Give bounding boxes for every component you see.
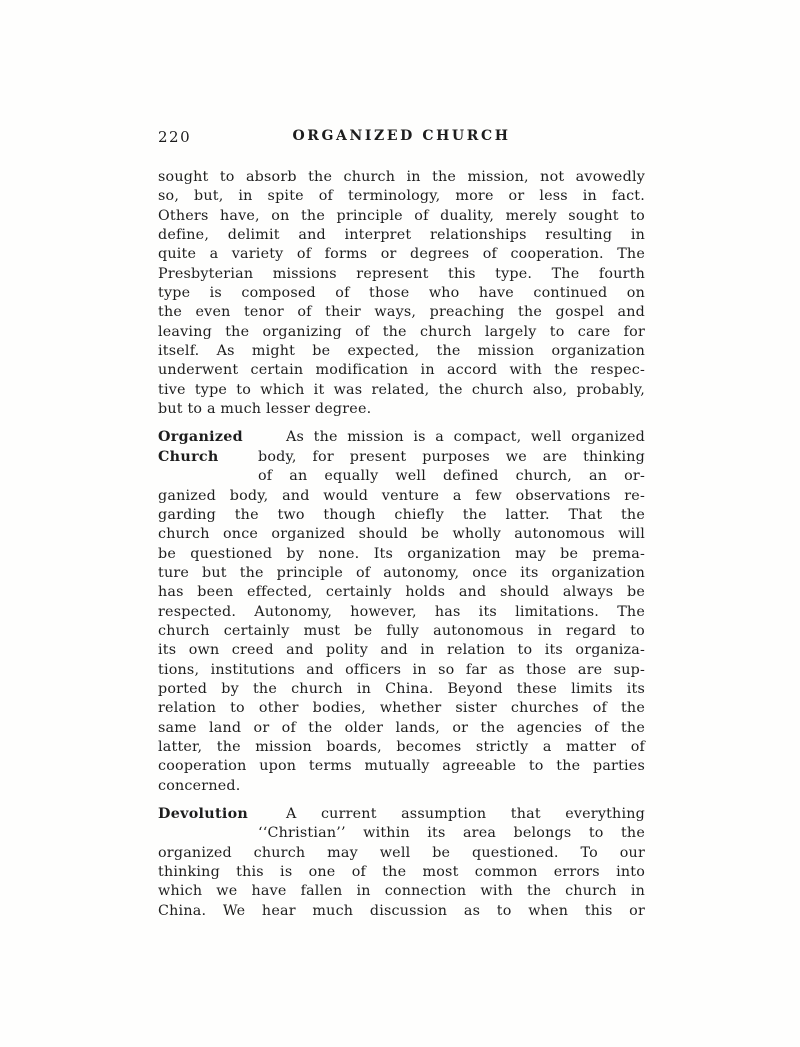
sidehead-label xyxy=(158,428,243,467)
text-line: tive type to which it was related, the church also, probably, xyxy=(158,381,645,398)
text-line: church certainly must be fully autonomous in regard to xyxy=(158,622,645,639)
text-line: latter, the mission boards, becomes strictly a matter of xyxy=(158,738,645,755)
text-line: define, delimit and interpret relationships resulting in xyxy=(158,227,645,244)
text-line: garding the two though chiefly the latter. That the xyxy=(158,506,645,523)
text-line: underwent certain modification in accord with the respec- xyxy=(158,362,645,379)
text-line: same land or of the older lands, or the agencies of the xyxy=(158,719,645,736)
text-line: organized church may well be questioned. To our xyxy=(158,844,645,861)
text-line: has been effected, certainly holds and should always be xyxy=(158,584,645,601)
text-line: thinking this is one of the most common errors into xyxy=(158,864,645,881)
body-text xyxy=(158,168,645,921)
page-number: 220 xyxy=(158,128,192,146)
text-line: ‘‘Christian’’ within its area belongs to the xyxy=(258,825,645,842)
sidehead-paragraph xyxy=(158,805,645,921)
text-line: China. We hear much discussion as to when this or xyxy=(158,902,645,919)
text-line: quite a variety of forms or degrees of cooperation. The xyxy=(158,246,645,263)
running-head-row xyxy=(158,128,645,148)
text-line: body, for present purposes we are thinking xyxy=(258,448,645,465)
sidehead-paragraph xyxy=(158,428,645,796)
sidehead-line: Organized xyxy=(158,429,243,446)
text-line: relation to other bodies, whether sister churches of the xyxy=(158,700,645,717)
text-line: church once organized should be wholly autonomous will xyxy=(158,526,645,543)
text-line: itself. As might be expected, the mission organization xyxy=(158,343,645,360)
text-line: ture but the principle of autonomy, once its organization xyxy=(158,564,645,581)
text-line: Others have, on the principle of duality, merely sought to xyxy=(158,207,645,224)
text-line: concerned. xyxy=(158,777,241,794)
text-line: leaving the organizing of the church largely to care for xyxy=(158,323,645,340)
sidehead-line: Devolution xyxy=(158,806,249,822)
text-line: As the mission is a compact, well organized xyxy=(286,429,645,446)
text-line: ganized body, and would venture a few observations re- xyxy=(158,487,645,504)
text-line: be questioned by none. Its organization may be prema- xyxy=(158,545,645,562)
running-head: ORGANIZED CHURCH xyxy=(292,128,511,144)
text-line: ported by the church in China. Beyond these limits its xyxy=(158,680,645,697)
text-line: tions, institutions and officers in so far as those are sup- xyxy=(158,661,645,678)
sidehead-line: Church xyxy=(158,448,219,465)
text-line: which we have fallen in connection with the church in xyxy=(158,883,645,900)
text-line: cooperation upon terms mutually agreeable to the parties xyxy=(158,758,645,775)
sidehead-label xyxy=(158,805,248,824)
text-line: so, but, in spite of terminology, more or less in fact. xyxy=(158,188,645,205)
text-line: the even tenor of their ways, preaching the gospel and xyxy=(158,304,645,321)
text-line: respected. Autonomy, however, has its limitations. The xyxy=(158,603,645,620)
text-line: but to a much lesser degree. xyxy=(158,401,372,418)
paragraph xyxy=(158,168,645,419)
text-line: sought to absorb the church in the mission, not avowedly xyxy=(158,169,645,185)
text-line: type is composed of those who have continued on xyxy=(158,285,645,302)
text-line: of an equally well defined church, an or- xyxy=(258,468,645,485)
text-line: Presbyterian missions represent this type. The fourth xyxy=(158,265,645,282)
text-line: its own creed and polity and in relation to its organiza- xyxy=(158,642,645,659)
text-line: A current assumption that everything xyxy=(286,806,645,822)
